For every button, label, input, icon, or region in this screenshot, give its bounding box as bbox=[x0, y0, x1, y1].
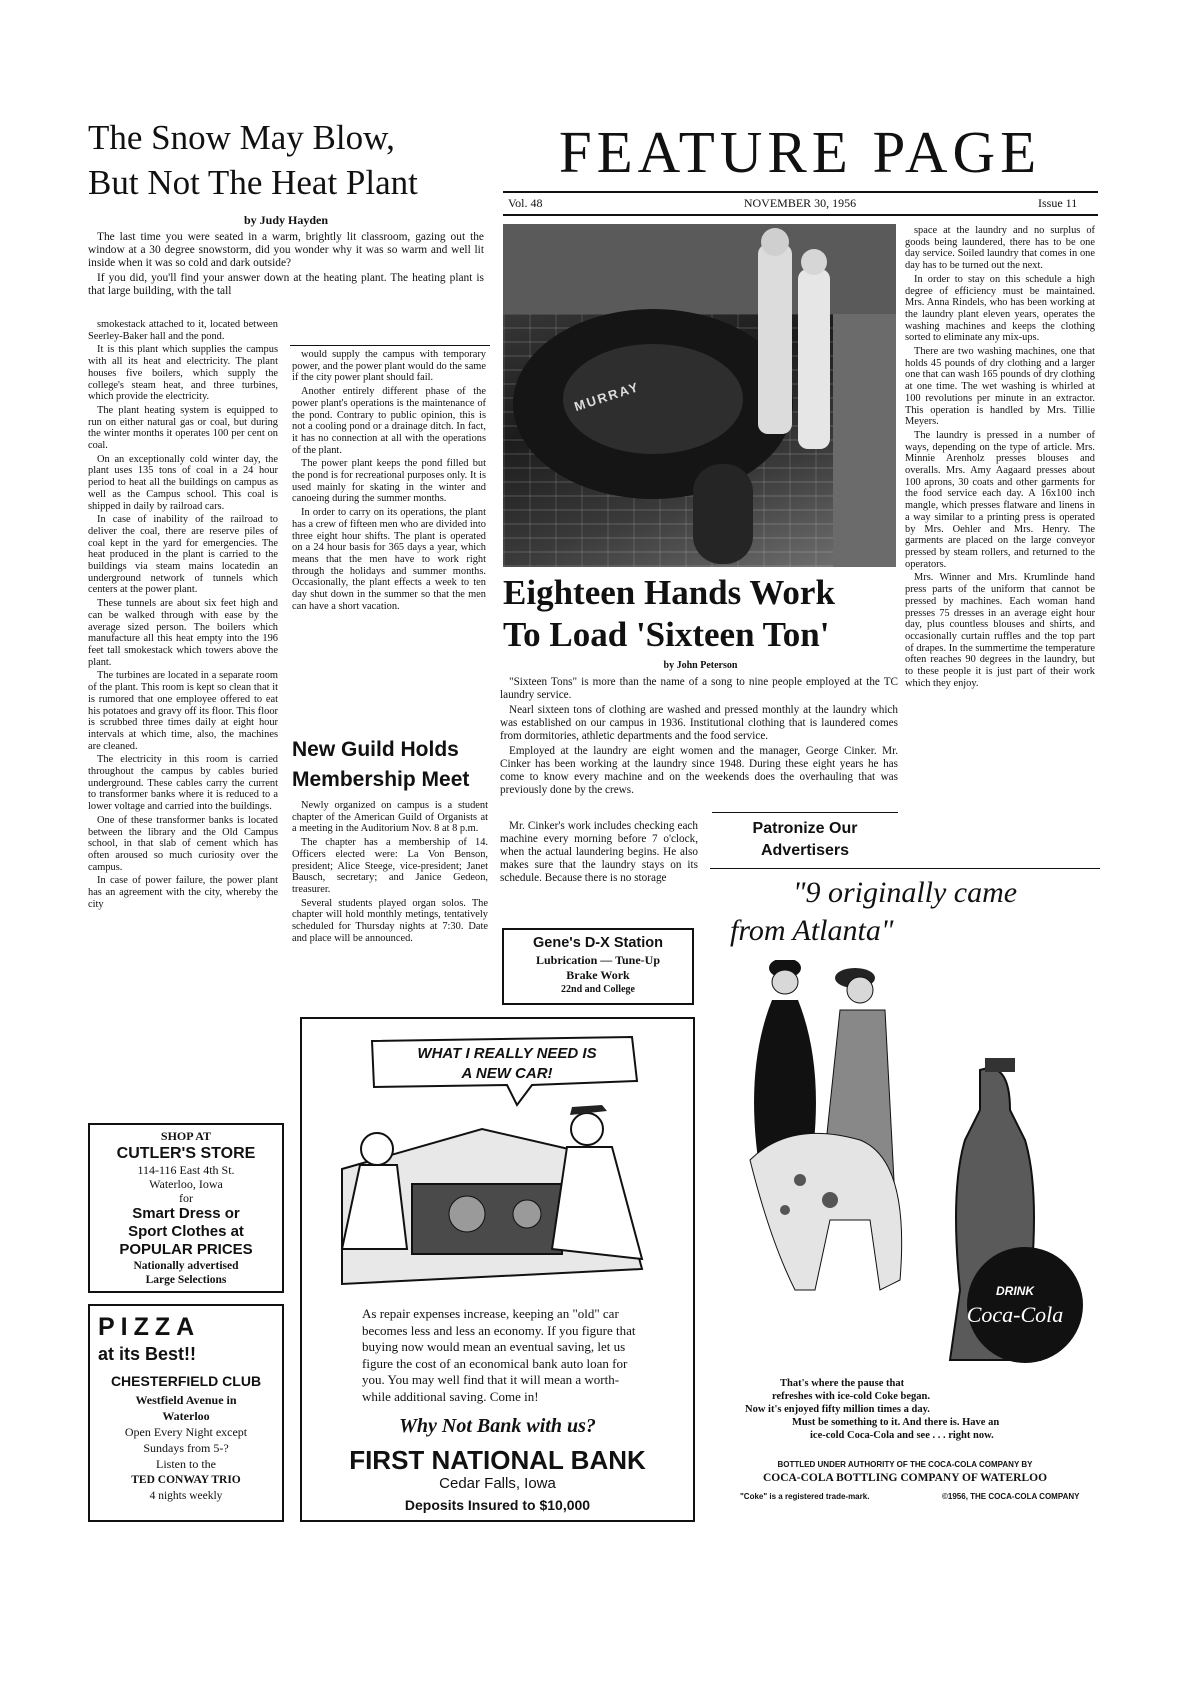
coke-logo: Coca-Cola bbox=[966, 1302, 1064, 1327]
cutler-line: for bbox=[179, 1191, 193, 1205]
column-rule bbox=[290, 345, 490, 346]
masthead-title: FEATURE PAGE bbox=[558, 119, 1042, 185]
brick-wall bbox=[503, 224, 896, 314]
coke-bottler-name: COCA-COLA BOTTLING COMPANY OF WATERLOO bbox=[762, 1472, 1048, 1484]
worker-figure bbox=[758, 244, 792, 434]
bank-slogan: Why Not Bank with us? bbox=[399, 1415, 596, 1437]
heat-intro bbox=[88, 231, 484, 300]
coke-ad-rule bbox=[710, 868, 1100, 869]
customer-head bbox=[361, 1133, 393, 1165]
heat-paragraph: would supply the campus with temporary power, and the power plant would do the same if the city power plant should fail. bbox=[292, 349, 486, 384]
cutler-line: Nationally advertised bbox=[133, 1260, 239, 1272]
bank-name: FIRST NATIONAL BANK bbox=[349, 1445, 646, 1475]
engine-part bbox=[513, 1200, 541, 1228]
coke-copy-line: Must be something to it. And there is. Have an bbox=[792, 1417, 1000, 1428]
pizza-line: 4 nights weekly bbox=[149, 1490, 223, 1502]
machine-pipe bbox=[693, 464, 753, 564]
coke-copy-line: ice-cold Coca-Cola and see . . . right now. bbox=[810, 1430, 994, 1441]
dx-station-title: Gene's D-X Station bbox=[533, 935, 663, 951]
heat-headline-line-1: The Snow May Blow, bbox=[88, 118, 395, 157]
laundry-byline: by John Peterson bbox=[663, 660, 738, 671]
pizza-line: Open Every Night except bbox=[124, 1425, 248, 1439]
cutler-line: Large Selections bbox=[145, 1274, 227, 1286]
manager-head bbox=[801, 249, 827, 275]
heat-paragraph: In order to carry on its operations, the plant has a crew of fifteen men who are divided into three eight hour shifts. The plant is operated on a 24 hour basis for 365 days a year, which means that the men have to work right through the holidays and summer months. Occasionally, the plant effects a week to ten day shut down in the summer so that the men can have a short vacation. bbox=[292, 507, 486, 612]
horse-spot bbox=[794, 1174, 806, 1186]
horse-figure bbox=[750, 1133, 902, 1290]
dx-station-address: 22nd and College bbox=[561, 984, 635, 995]
coke-script-line-1: "9 originally came bbox=[792, 876, 1018, 909]
masthead-rule-bottom bbox=[503, 214, 1098, 216]
laundry-paragraph: Nearl sixteen tons of clothing are washed and pressed monthly at the laundry which was established on our campus in 1936. Institutional clothing that is laundered comes from dormitories, athletic departments and the food service. bbox=[500, 704, 898, 742]
pizza-ad bbox=[88, 1304, 284, 1522]
laundry-photo bbox=[503, 224, 896, 567]
heat-paragraph: It is this plant which supplies the campus with all its heat and electricity. The plant houses five boilers, which supply the college's steam heat, and three turbines, which provide the electricity. bbox=[88, 344, 278, 403]
horse-spot bbox=[822, 1192, 838, 1208]
patronize-line-1: Patronize Our bbox=[752, 820, 858, 837]
heat-paragraph: In case of inability of the railroad to deliver the coal, there are reserve piles of coal kept in the yard for emergencies. The heat produced in the plant is carried to the buildings via steam mains locatedin an underground network of tunnels which centers at the power plant. bbox=[88, 514, 278, 596]
mechanic-body bbox=[552, 1147, 642, 1259]
coke-trademark: "Coke" is a registered trade-mark. bbox=[740, 1492, 870, 1501]
masthead-rule-top bbox=[503, 191, 1098, 193]
heat-column-2 bbox=[292, 349, 486, 614]
coke-copyright: ©1956, THE COCA-COLA COMPANY bbox=[942, 1492, 1080, 1501]
heat-paragraph: In case of power failure, the power plant has an agreement with the city, whereby the city bbox=[88, 875, 278, 910]
heat-paragraph: The electricity in this room is carried throughout the campus by cables buried underground. These cables carry the current to transformer banks where it is reduced to a lower voltage and carried into the buildings. bbox=[88, 754, 278, 813]
guild-body bbox=[292, 800, 488, 946]
pizza-line: Listen to the bbox=[156, 1457, 216, 1471]
laundry-right-column bbox=[905, 225, 1095, 691]
cutler-line: Smart Dress or bbox=[132, 1205, 240, 1222]
laundry-paragraph: Employed at the laundry are eight women and the manager, George Cinker. Mr. Cinker has been working at the laundry since 1948. During these eight years he has come to know every machine and on the weekends does the overhauling that was previously done by the crews. bbox=[500, 745, 898, 796]
coke-copy-line: That's where the pause that bbox=[780, 1378, 905, 1389]
coke-copy-line: refreshes with ice-cold Coke began. bbox=[772, 1391, 930, 1402]
bottle-cap bbox=[985, 1058, 1015, 1072]
laundry-paragraph: Mr. Cinker's work includes checking each machine every morning before 7 o'clock, when the actual laundering begins. He also makes sure that the laundry stays on its schedule. Because there is no storage bbox=[500, 820, 698, 884]
guild-paragraph: Several students played organ solos. The chapter will hold monthly metings, tentatively scheduled for Thursday nights at 7:30. Date and place will be announced. bbox=[292, 897, 488, 944]
laundry-paragraph: In order to stay on this schedule a high degree of efficiency must be maintained. Mrs. Anna Rindels, who has been working at the laundry plant eleven years, operates the washing machines and keeps the clothing sorted to eliminate any mix-ups. bbox=[905, 273, 1095, 344]
patronize-line-2: Advertisers bbox=[760, 842, 850, 859]
heat-paragraph: The plant heating system is equipped to run on either natural gas or coal, but during the winter months it operates 100 per cent on coal. bbox=[88, 404, 278, 452]
bank-bubble-line-1: WHAT I REALLY NEED IS bbox=[417, 1045, 597, 1062]
heat-paragraph: The power plant keeps the pond filled but the pond is for recreational purposes only. It is used mainly for skating in the winter and canoeing during the summer months. bbox=[292, 458, 486, 505]
dx-station-line: Lubrication — Tune-Up bbox=[535, 953, 661, 967]
coke-bottled-line: BOTTLED UNDER AUTHORITY OF THE COCA-COLA COMPANY BY bbox=[777, 1460, 1033, 1469]
pizza-headline: PIZZA bbox=[98, 1313, 201, 1341]
masthead-volume: Vol. 48 bbox=[508, 196, 543, 210]
engine-part bbox=[449, 1196, 485, 1232]
patronize-rule bbox=[712, 812, 898, 813]
laundry-paragraph: space at the laundry and no surplus of goods being laundered, there has to be one day service. Soiled laundry that comes in one day has to be turned out the next. bbox=[905, 225, 1095, 272]
manager-figure bbox=[798, 269, 830, 449]
bank-deposits: Deposits Insured to $10,000 bbox=[404, 1497, 591, 1513]
masthead-date: NOVEMBER 30, 1956 bbox=[743, 196, 857, 210]
cutler-line: POPULAR PRICES bbox=[119, 1241, 253, 1258]
bank-ad-copy: As repair expenses increase, keeping an "old" car becomes less and less an economy. If you figure that buying now would mean an eventual saving, let us figure the cost of an economical bank auto loan for you. You may well find that it will mean a worth-while additional saving. Come in! bbox=[362, 1306, 636, 1404]
cutler-store-name: CUTLER'S STORE bbox=[116, 1145, 256, 1162]
cutler-line: SHOP AT bbox=[160, 1129, 212, 1143]
laundry-paragraph: Mrs. Winner and Mrs. Krumlinde hand press parts of the uniform that cannot be pressed by machines. Each woman hand presses 75 dresses in an average eight hour day, plus countless blouses and shirts, and occasionally curtain ruffles and the top part of drapes. In the summertime the temperature often reaches 90 degrees in the laundry, but to these people it is just part of their work which they enjoy. bbox=[905, 572, 1095, 689]
pizza-line: Westfield Avenue in bbox=[135, 1393, 237, 1407]
pizza-line: Sundays from 5-? bbox=[143, 1441, 229, 1455]
heat-intro-paragraph: The last time you were seated in a warm, brightly lit classroom, gazing out the window at a 30 degree snowstorm, did you wonder why it was so warm and well lit inside when it was so cold and dark outside? bbox=[88, 231, 484, 269]
bank-bubble-line-2: A NEW CAR! bbox=[461, 1065, 553, 1082]
rider-head bbox=[847, 977, 873, 1003]
heat-paragraph: One of these transformer banks is located between the library and the Old Campus school, in that slab of cement which has often aroused so much curiosity over the campus. bbox=[88, 814, 278, 873]
heat-paragraph: These tunnels are about six feet high and can be walked through with ease by the average sized person. The boilers which manufacture all this heat empty into the 196 feet tall smokestack which towers above the plant. bbox=[88, 598, 278, 668]
heat-paragraph: The turbines are located in a separate room of the plant. This room is kept so clean that it is rumored that one employee offered to eat his potatoes and gravy off its floor. This floor is scrubbed three times daily at eight hour intervals at which time, also, the machines are cleaned. bbox=[88, 670, 278, 752]
heat-column-1 bbox=[88, 319, 278, 912]
guild-paragraph: Newly organized on campus is a student chapter of the American Guild of Organists at a meeting in the Auditorium Nov. 8 at 8 p.m. bbox=[292, 800, 488, 835]
coke-drink-label: DRINK bbox=[996, 1284, 1034, 1298]
cutler-line: 114-116 East 4th St. bbox=[137, 1163, 235, 1177]
bank-city: Cedar Falls, Iowa bbox=[439, 1475, 556, 1492]
rider-head bbox=[772, 970, 798, 994]
cutler-line: Waterloo, Iowa bbox=[149, 1177, 223, 1191]
pizza-club-name: CHESTERFIELD CLUB bbox=[110, 1373, 262, 1389]
worker-head bbox=[761, 228, 789, 256]
dx-station-line: Brake Work bbox=[566, 968, 630, 982]
bank-ad bbox=[300, 1017, 695, 1522]
heat-intro-paragraph: If you did, you'll find your answer down at the heating plant. The heating plant is that large building, with the tall bbox=[88, 272, 484, 297]
masthead-issue: Issue 11 bbox=[1038, 196, 1078, 210]
coke-copy-line: Now it's enjoyed fifty million times a day. bbox=[745, 1404, 930, 1415]
laundry-paragraph: There are two washing machines, one that holds 45 pounds of dry clothing and a larger one that can wash 165 pounds of dry clothing at one time. The wet washing is whirled at 100 revolutions per minute in an extractor. This operation is handled by Mrs. Tillie Meyers. bbox=[905, 346, 1095, 428]
laundry-headline-line-2: To Load 'Sixteen Ton' bbox=[503, 615, 830, 654]
cutler-store-ad bbox=[88, 1123, 284, 1293]
mechanic-head bbox=[571, 1113, 603, 1145]
coke-ad bbox=[710, 870, 1100, 1525]
laundry-body-wide bbox=[500, 676, 898, 799]
laundry-body-narrow bbox=[500, 820, 698, 887]
laundry-headline-line-1: Eighteen Hands Work bbox=[503, 573, 835, 612]
cutler-line: Sport Clothes at bbox=[128, 1223, 244, 1240]
heat-paragraph: Another entirely different phase of the power plant's operations is the maintenance of the pond. Contrary to public opinion, this is not a cooling pond or a drainage ditch. In fact, it has no connection at all with the operations of the plant. bbox=[292, 386, 486, 456]
machine-brand-label: MURRAY bbox=[572, 378, 642, 415]
heat-paragraph: smokestack attached to it, located between Seerley-Baker hall and the pond. bbox=[88, 319, 278, 342]
heat-byline: by Judy Hayden bbox=[243, 213, 329, 227]
laundry-paragraph: "Sixteen Tons" is more than the name of a song to nine people employed at the TC laundry service. bbox=[500, 676, 898, 701]
guild-paragraph: The chapter has a membership of 14. Officers elected were: La Von Benson, president; Alice Steege, vice-president; Janet Bausch, secretary; and Janice Gedeon, treasurer. bbox=[292, 837, 488, 895]
guild-headline: New Guild Holds Membership Meet bbox=[292, 738, 470, 791]
heat-headline-line-2: But Not The Heat Plant bbox=[88, 163, 418, 202]
pizza-line: Waterloo bbox=[162, 1409, 210, 1423]
horse-spot bbox=[780, 1205, 790, 1215]
bank-ad-illustration bbox=[302, 1019, 693, 1309]
pizza-line: TED CONWAY TRIO bbox=[131, 1474, 241, 1486]
laundry-paragraph: The laundry is pressed in a number of ways, depending on the type of article. Mrs. Minnie Arenholz presses blouses and overalls. Mrs. Amy Aagaard presses about 100 aprons, 30 coats and other garments for the food service each day. A 16x100 inch mangle, which presses flatware and linens in a way similar to a printing press is operated by Mrs. Oehler and Mrs. Henry. The garments are placed on the large conveyor pressed by steam rollers, and returned to the operators. bbox=[905, 429, 1095, 570]
pizza-tagline: at its Best!! bbox=[98, 1344, 197, 1364]
dx-station-ad bbox=[502, 928, 694, 1005]
heat-paragraph: On an exceptionally cold winter day, the plant uses 135 tons of coal in a 24 hour period to heat all the buildings on campus as well as the Campus school. This coal is shipped in daily by railroad cars. bbox=[88, 453, 278, 512]
laundry-photo-illustration bbox=[503, 224, 896, 567]
coke-script-line-2: from Atlanta" bbox=[730, 914, 894, 947]
tile-floor bbox=[833, 314, 896, 567]
